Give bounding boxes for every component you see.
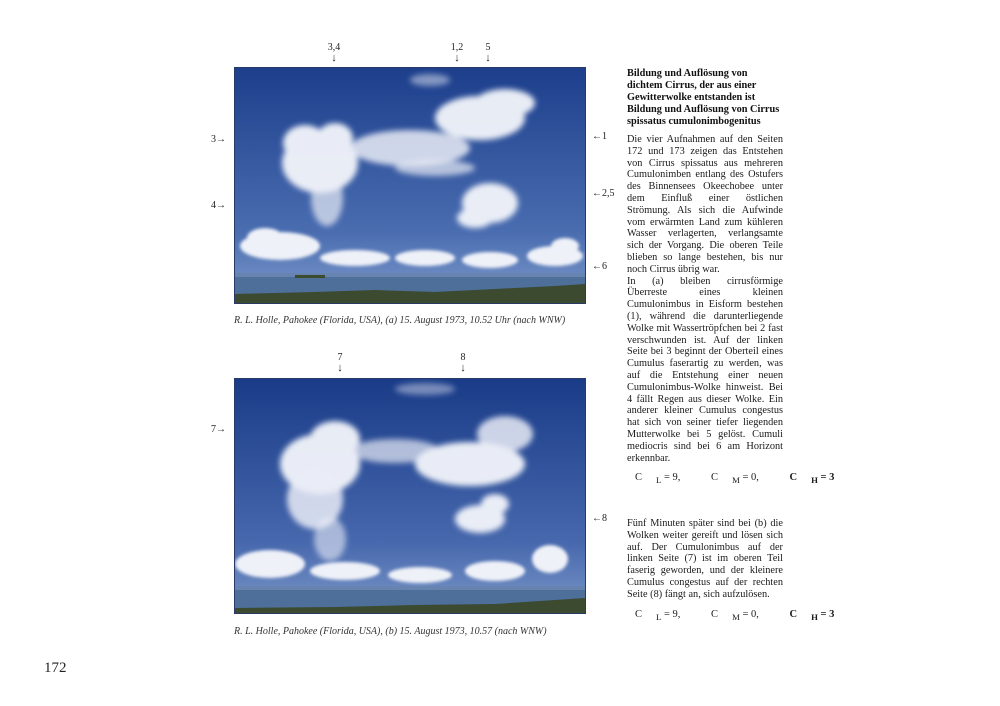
- photo-a-marker-left-4: 4→: [211, 200, 226, 211]
- paragraph-3: Fünf Minuten später sind bei (b) die Wolken weiter gereift und lösen sich auf. Der Cumulonimbus auf der linken Seite (7) ist im oberen Teil faserig geworden, und der kleinere Cumulus congestus auf der rechten Seite (8) fängt an, sich aufzulösen.: [627, 518, 783, 600]
- code-cm-a: C $_M$ = 0,: [711, 472, 759, 486]
- code-cm-b: C $_M$ = 0,: [711, 608, 759, 622]
- code-cl-b: C $_L$ = 9,: [635, 608, 681, 622]
- photo-b-marker-left-7: 7→: [211, 424, 226, 435]
- code-ch-a: C $_H$ = 3: [789, 472, 835, 486]
- photo-a-marker-top-5: 5 ↓: [485, 42, 491, 64]
- code-ch-b: C $_H$ = 3: [789, 608, 835, 622]
- cloud-photo-a: [234, 67, 586, 304]
- photo-a-marker-top-3-4: 3,4 ↓: [327, 42, 341, 64]
- cloud-photo-b-image: [235, 379, 585, 613]
- photo-a-caption: R. L. Holle, Pahokee (Florida, USA), (a) 15. August 1973, 10.52 Uhr (nach WNW): [234, 315, 566, 326]
- paragraph-2: In (a) bleiben cirrusförmige Überreste eines kleinen Cumulonimbus in Eisform bestehen (1), während die darunterliegende Wolke mit Wassertröpfchen bei 2 fast verschwunden ist. Auf der linken Seite bei 3 beginnt der Oberteil eines Cumulus faserartig zu werden, was auf die Entstehung einer neuen Cumulonimbus-Wolke hinweist. Bei 4 fällt Regen aus dieser Wolke. Ein anderer kleiner Cumulus congestus hat sich von seiner tiefer liegenden Mutterwolke bei 5 gelöst. Cumuli mediocris sind bei 6 am Horizont erkennbar.: [627, 275, 783, 464]
- text-column-b: [627, 518, 835, 622]
- photo-b-marker-top-8: 8 ↓: [460, 352, 466, 374]
- cloud-codes-a: [635, 472, 835, 486]
- page-number: 172: [44, 660, 67, 676]
- photo-a-marker-right-6: ←6: [592, 261, 607, 272]
- photo-a-marker-top-1-2: 1,2 ↓: [450, 42, 464, 64]
- photo-b-marker-top-7: 7 ↓: [337, 352, 343, 374]
- paragraph-1: Die vier Aufnahmen auf den Seiten 172 und 173 zeigen das Entstehen von Cirrus spissatus aus mehreren Cumulonimben entlang des Ostufers des Binnensees Okeechobee unter dem Einfluß einer östlichen Strömung. Als sich die Aufwinde vom erwärmten Land zum kühleren Wasser verlagerten, verlangsamte sich der Vorgang. Die oberen Teile blieben so lange bestehen, bis nur noch Cirrus übrig war.: [627, 134, 783, 275]
- text-column: [627, 68, 835, 486]
- cloud-codes-b: [635, 608, 835, 622]
- photo-a-marker-right-2-5: ←2,5: [592, 188, 615, 199]
- heading-2: Bildung und Auflösung von Cirrus spissatus cumulonimbogenitus: [627, 104, 780, 127]
- photo-b-marker-right-8: ←8: [592, 513, 607, 524]
- photo-a-marker-right-1: ←1: [592, 131, 607, 142]
- cloud-photo-a-image: [235, 68, 585, 303]
- photo-b-caption: R. L. Holle, Pahokee (Florida, USA), (b) 15. August 1973, 10.57 (nach WNW): [234, 626, 547, 637]
- code-cl-a: C $_L$ = 9,: [635, 472, 681, 486]
- cloud-photo-b: [234, 378, 586, 614]
- photo-a-marker-left-3: 3→: [211, 134, 226, 145]
- heading-1: Bildung und Auflösung von dichtem Cirrus, der aus einer Gewitterwolke entstanden ist: [627, 68, 757, 103]
